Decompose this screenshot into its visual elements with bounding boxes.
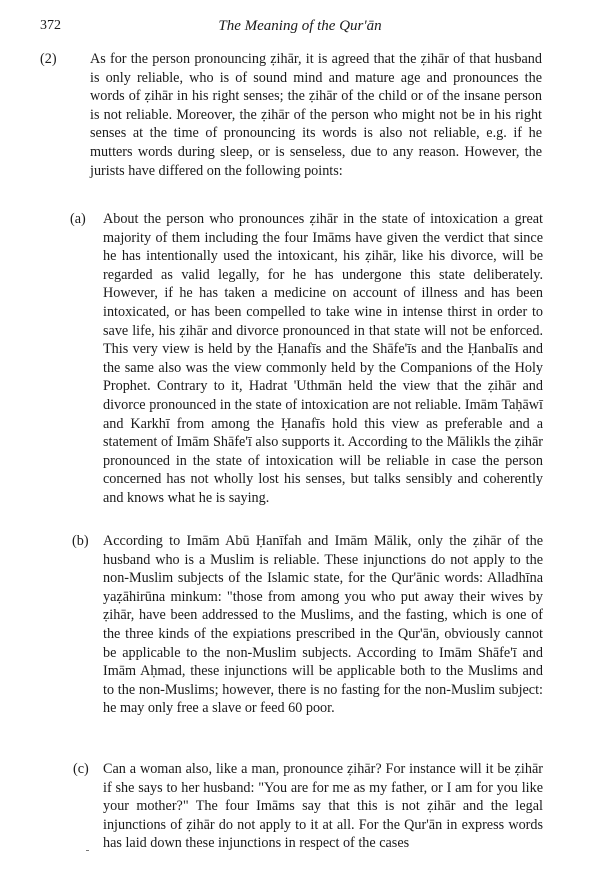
subparagraph-c: Can a woman also, like a man, pronounce ẓihār? For instance will it be ẓihār if she says to her husband: "You are for me as my father, or I am for you like your mother?" The four Imāms say that this is not ẓihār and the legal injunctions of ẓihār do not apply to it at all. For the Qur'ān in express words has laid down these injunctions in respect of the cases bbox=[103, 761, 543, 852]
page-number: 372 bbox=[40, 18, 61, 33]
subparagraph-marker-b: (b) bbox=[72, 533, 89, 549]
running-title: The Meaning of the Qur'ān bbox=[218, 18, 382, 34]
subparagraph-marker-a: (a) bbox=[70, 211, 86, 227]
subparagraph-marker-c: (c) bbox=[73, 761, 89, 777]
subparagraph-a: About the person who pronounces ẓihār in the state of intoxication a great majority of them including the four Imāms have given the verdict that since he has intentionally used the intoxicant, his ẓihār, like his divorce, will be regarded as valid legally, for he has undergone this state deliberately. However, if he has taken a medicine on account of illness and has been intoxicated, or has been compelled to take wine in intense thirst in order to save life, his ẓihār and divorce pronounced in that state will not be enforced. This very view is held by the Ḥanafīs and the Shāfe'īs and the Ḥanbalīs and the same also was the view commonly held by the Companions of the Holy Prophet. Contrary to it, Hadrat 'Uthmān held the view that the ẓihār and divorce pronounced in the state of intoxication are not reliable. Imām Taḥāwī and Karkhī from among the Ḥanafīs hold this view as preferable and a statement of Imām Shāfe'ī also supports it. According to the Mālikls the ẓihār pronounced in the state of intoxication will be reliable in case the person concerned has not wholly lost his senses, but talks sensibly and coherently and knows what he is saying. bbox=[103, 211, 543, 506]
paragraph-marker-2: (2) bbox=[40, 51, 57, 67]
print-speck bbox=[86, 850, 89, 851]
page-header bbox=[40, 18, 560, 40]
paragraph-2: As for the person pronouncing ẓihār, it is agreed that the ẓihār of that husband is only reliable, who is of sound mind and mature age and pronounces the words of ẓihār in his right senses; the ẓihār of the child or of the insane person is not reliable. Moreover, the ẓihār of the person who might not be in his right senses at the time of pronouncing its words is also not reliable, e.g. if he mutters words during sleep, or is senseless, due to any reason. However, the jurists have differed on the following points: bbox=[90, 51, 542, 179]
subparagraph-b: According to Imām Abū Ḥanīfah and Imām Mālik, only the ẓihār of the husband who is a Muslim is reliable. These injunctions do not apply to the non-Muslim subjects of the Islamic state, for the Qur'ānic words: Alladhīna yaẓāhirūna minkum: "those from among you who put away their wives by ẓihār, have been addressed to the Muslims, and the fasting, which is one of the three kinds of the expiations prescribed in the Qur'ān, obviously cannot be applicable to the non-Muslim subjects. According to Imām Shāfe'ī and Imām Aḥmad, these injunctions will be applicable both to the Muslims and to the non-Muslims; however, there is no fasting for the non-Muslim subject: he may only free a slave or feed 60 poor. bbox=[103, 533, 543, 717]
